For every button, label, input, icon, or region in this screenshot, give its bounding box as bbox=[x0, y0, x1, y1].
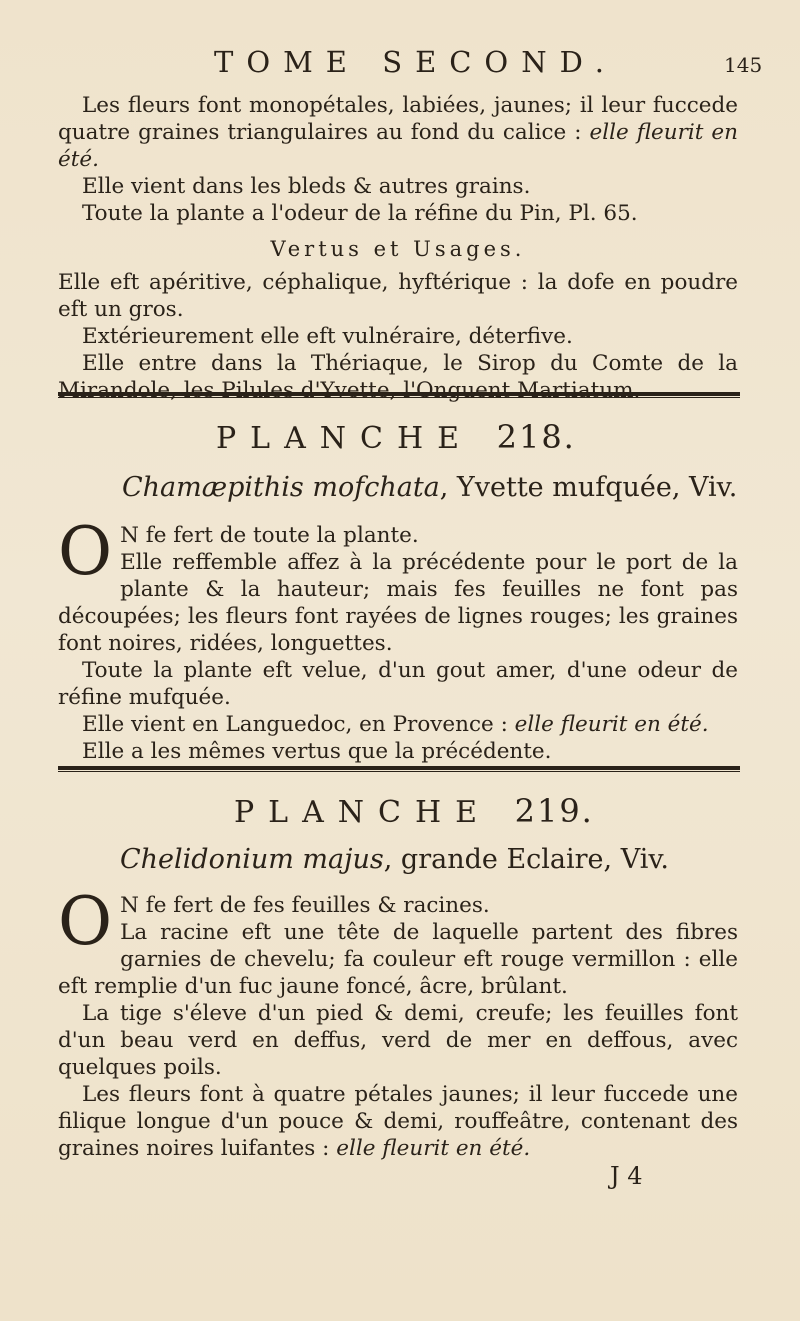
plate-218-paragraph-1: Elle reffemble affez à la précédente pour le port de la plante & la hauteur; mais fes feuilles ne font pas découpées; les fleurs font rayées de lignes rouges; les graines font noires, ridées, longuettes. bbox=[58, 550, 738, 656]
plate-218-plant-name bbox=[122, 472, 737, 503]
page-header bbox=[0, 45, 800, 85]
top-section bbox=[58, 92, 738, 404]
virtues-paragraph-3: Elle entre dans la Thériaque, le Sirop du Comte de la Mirandole, les Pilules d'Yvette, l'Onguent Martiatum. bbox=[58, 351, 738, 403]
section-divider bbox=[58, 766, 740, 772]
plate-219-opening bbox=[58, 883, 738, 1000]
plate-218-paragraph-2: Toute la plante eft velue, d'un gout amer, d'une odeur de réfine mufquée. bbox=[58, 658, 738, 710]
plate-219-paragraph-2: La tige s'éleve d'un pied & demi, creufe; les feuilles font d'un beau verd en deffus, verd de mer en deffous, avec quelques poils. bbox=[58, 1001, 738, 1080]
plate-219-common-name: , grande Eclaire, Viv. bbox=[383, 844, 669, 875]
virtues-heading: Vertus et Usages. bbox=[270, 237, 526, 261]
plate-219-latin-name: Chelidonium majus bbox=[120, 844, 384, 875]
section-divider bbox=[58, 392, 740, 398]
flowers-paragraph bbox=[58, 92, 738, 173]
plate-218-opening bbox=[58, 513, 738, 657]
plate-218-dropcap: O bbox=[58, 513, 113, 590]
plate-218-paragraph-3 bbox=[58, 711, 738, 738]
plate-218-common-name: , Yvette mufquée, Viv. bbox=[439, 472, 738, 503]
habitat-paragraph: Elle vient dans les bleds & autres grains. bbox=[82, 174, 531, 199]
plate-219-season: elle fleurit en été. bbox=[336, 1136, 531, 1161]
plate-218-region: Elle vient en Languedoc, en Provence : bbox=[82, 712, 508, 737]
odour-paragraph: Toute la plante a l'odeur de la réfine du Pin, Pl. 65. bbox=[82, 201, 638, 226]
flowers-text: Les fleurs font monopétales, labiées, jaunes; il leur fuccede quatre graines triangulaires au fond du calice : bbox=[58, 93, 738, 145]
plate-219-paragraph-3 bbox=[58, 1081, 738, 1162]
plate-218-word: PLANCHE bbox=[216, 421, 474, 456]
plate-219-seeds: Les fleurs font à quatre pétales jaunes; il leur fuccede une filique longue d'un pouce & demi, rouffeâtre, contenant des graines noires luifantes : bbox=[58, 1082, 738, 1161]
plate-219-dropcap: O bbox=[58, 883, 113, 960]
running-title: TOME SECOND. bbox=[214, 45, 618, 79]
plate-218-season: elle fleurit en été. bbox=[514, 712, 709, 737]
plate-218-paragraph-4: Elle a les mêmes vertus que la précédente. bbox=[82, 739, 552, 764]
plate-218-first-line: N fe fert de toute la plante. bbox=[120, 523, 419, 548]
plate-219-word: PLANCHE bbox=[234, 795, 492, 830]
flowering-season: elle fleurit en été. bbox=[58, 120, 738, 172]
signature-mark: J 4 bbox=[610, 1162, 643, 1190]
plate-219-paragraph-1: La racine eft une tête de laquelle partent des fibres garnies de chevelu; fa couleur eft rouge vermillon : elle eft remplie d'un fuc jaune foncé, âcre, brûlant. bbox=[58, 920, 738, 999]
page-number: 145 bbox=[724, 53, 763, 77]
plate-218-title bbox=[216, 418, 576, 456]
plate-218-body bbox=[58, 513, 738, 765]
plate-218-number: 218. bbox=[496, 418, 576, 456]
plate-219-number: 219. bbox=[514, 792, 594, 830]
plate-218-latin-name: Chamæpithis mofchata bbox=[122, 472, 440, 503]
plate-219-body bbox=[58, 883, 738, 1162]
virtues-paragraph-1: Elle eft apéritive, céphalique, hyftérique : la dofe en poudre eft un gros. bbox=[58, 270, 738, 322]
plate-219-first-line: N fe fert de fes feuilles & racines. bbox=[120, 893, 490, 918]
plate-219-title bbox=[234, 792, 594, 830]
virtues-paragraph-2: Extérieurement elle eft vulnéraire, déterfive. bbox=[82, 324, 573, 349]
plate-219-plant-name bbox=[120, 844, 669, 875]
